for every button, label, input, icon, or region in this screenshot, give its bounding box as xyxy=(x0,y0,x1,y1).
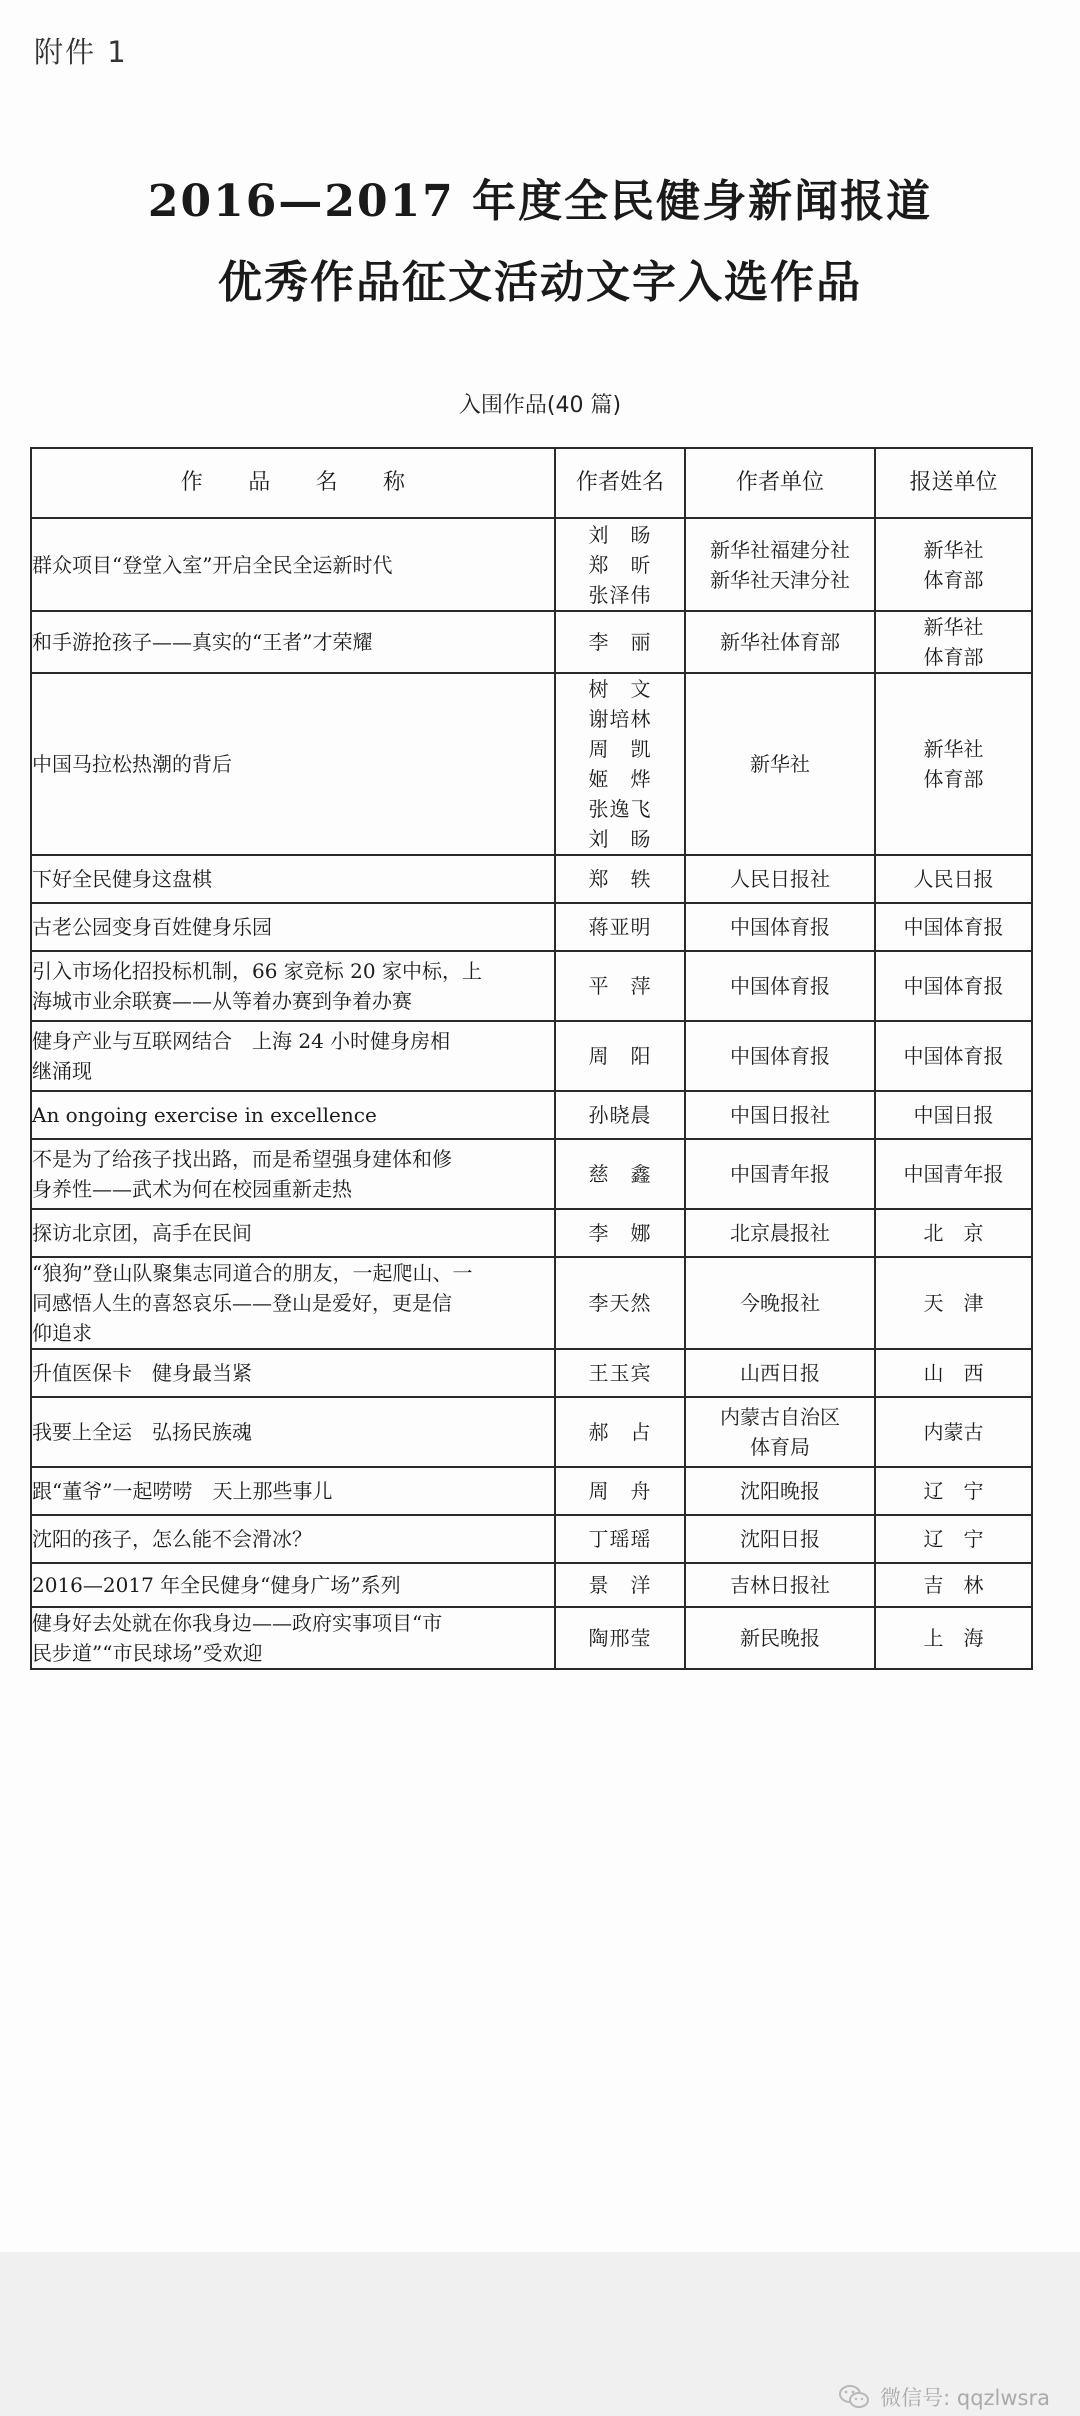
cell-title xyxy=(31,1607,555,1669)
cell-author-line: 景 洋 xyxy=(588,1573,652,1597)
cell-title xyxy=(31,1349,555,1397)
cell-author-line: 周 舟 xyxy=(588,1479,652,1503)
cell-unit xyxy=(685,1139,875,1209)
cell-title-line: 不是为了给孩子找出路，而是希望强身建体和修 xyxy=(32,1147,452,1171)
cell-author-line: 姬 烨 xyxy=(588,767,652,791)
cell-author-line: 刘 旸 xyxy=(588,522,652,547)
cell-author-line: 丁瑶瑶 xyxy=(588,1527,652,1551)
cell-submitter xyxy=(875,903,1032,951)
cell-author xyxy=(555,903,685,951)
cell-submitter-line: 中国体育报 xyxy=(903,974,1004,998)
cell-author-line: 谢培林 xyxy=(588,707,652,731)
cell-author xyxy=(555,611,685,673)
cell-title xyxy=(31,1139,555,1209)
cell-title-line: 探访北京团，高手在民间 xyxy=(32,1221,252,1245)
cell-unit-line: 沈阳日报 xyxy=(740,1527,820,1551)
cell-submitter-line: 北 京 xyxy=(923,1221,984,1245)
cell-author xyxy=(555,673,685,855)
cell-author-line: 李 丽 xyxy=(588,630,652,654)
cell-unit-line: 北京晨报社 xyxy=(730,1221,830,1245)
cell-submitter-line: 中国体育报 xyxy=(903,1044,1004,1068)
cell-submitter-line: 中国体育报 xyxy=(903,915,1004,939)
cell-submitter-line: 辽 宁 xyxy=(923,1527,984,1551)
cell-submitter-line: 天 津 xyxy=(923,1291,984,1315)
wechat-icon xyxy=(838,2384,870,2410)
table-row xyxy=(31,673,1032,855)
table-row xyxy=(31,1467,1032,1515)
cell-submitter-line: 体育部 xyxy=(923,567,984,592)
cell-title-line: 身养性——武术为何在校园重新走热 xyxy=(32,1177,352,1201)
table-row xyxy=(31,1349,1032,1397)
cell-submitter-line: 吉 林 xyxy=(923,1573,984,1597)
cell-unit-line: 人民日报社 xyxy=(730,867,830,891)
cell-submitter-line: 辽 宁 xyxy=(923,1479,984,1503)
table-subtitle: 入围作品(40 篇) xyxy=(458,393,622,418)
cell-title xyxy=(31,1467,555,1515)
cell-submitter-line: 内蒙古 xyxy=(923,1420,984,1444)
cell-title-line: 古老公园变身百姓健身乐园 xyxy=(32,915,272,939)
cell-title xyxy=(31,1257,555,1349)
cell-submitter-line: 新华社 xyxy=(923,615,984,639)
table-row xyxy=(31,1209,1032,1257)
cell-title-line: 我要上全运 弘扬民族魂 xyxy=(32,1420,252,1444)
cell-title-line: An ongoing exercise in excellence xyxy=(32,1103,377,1127)
cell-submitter xyxy=(875,673,1032,855)
cell-author-line: 平 萍 xyxy=(588,974,652,998)
cell-title-line: 引入市场化招投标机制，66 家竞标 20 家中标，上 xyxy=(32,959,482,983)
cell-author xyxy=(555,855,685,903)
table-row xyxy=(31,1515,1032,1563)
cell-unit xyxy=(685,611,875,673)
cell-author xyxy=(555,1397,685,1467)
cell-author-line: 刘 旸 xyxy=(588,827,652,851)
cell-submitter xyxy=(875,518,1032,611)
cell-unit xyxy=(685,518,875,611)
cell-title-line: 和手游抢孩子——真实的“王者”才荣耀 xyxy=(32,630,373,654)
cell-title xyxy=(31,903,555,951)
cell-unit-line: 中国青年报 xyxy=(730,1162,830,1186)
cell-title xyxy=(31,518,555,611)
table-row xyxy=(31,518,1032,611)
cell-title xyxy=(31,1209,555,1257)
cell-unit-line: 中国体育报 xyxy=(730,974,830,998)
cell-title xyxy=(31,1091,555,1139)
cell-unit-line: 新华社福建分社 xyxy=(710,537,850,562)
cell-author-line: 周 凯 xyxy=(588,737,652,761)
cell-title-line: 继涌现 xyxy=(32,1059,92,1083)
cell-unit-line: 内蒙古自治区 xyxy=(720,1405,840,1429)
cell-unit-line: 体育局 xyxy=(750,1435,810,1459)
cell-submitter-line: 山 西 xyxy=(923,1361,984,1385)
table-row xyxy=(31,1091,1032,1139)
document-title-line1: 2016—2017 年度全民健身新闻报道 xyxy=(147,176,933,227)
cell-submitter xyxy=(875,1467,1032,1515)
cell-title-line: 下好全民健身这盘棋 xyxy=(32,867,212,891)
table-row xyxy=(31,951,1032,1021)
cell-unit-line: 新华社天津分社 xyxy=(710,567,850,592)
table-row xyxy=(31,855,1032,903)
cell-author xyxy=(555,1563,685,1607)
cell-unit-line: 沈阳晚报 xyxy=(740,1479,820,1503)
cell-unit xyxy=(685,1091,875,1139)
cell-submitter xyxy=(875,1021,1032,1091)
cell-unit xyxy=(685,1257,875,1349)
cell-author xyxy=(555,1021,685,1091)
cell-unit xyxy=(685,1563,875,1607)
document-title-line2: 优秀作品征文活动文字入选作品 xyxy=(218,257,862,308)
cell-title-line: 群众项目“登堂入室”开启全民全运新时代 xyxy=(32,552,393,577)
cell-submitter xyxy=(875,1209,1032,1257)
cell-unit-line: 今晚报社 xyxy=(740,1291,820,1315)
cell-submitter-line: 体育部 xyxy=(923,767,984,791)
table-row xyxy=(31,903,1032,951)
cell-submitter xyxy=(875,1257,1032,1349)
cell-title-line: 健身产业与互联网结合 上海 24 小时健身房相 xyxy=(32,1029,451,1053)
cell-title xyxy=(31,611,555,673)
header-submitter: 报送单位 xyxy=(875,448,1032,518)
cell-submitter xyxy=(875,951,1032,1021)
header-author: 作者姓名 xyxy=(555,448,685,518)
cell-unit xyxy=(685,951,875,1021)
cell-unit-line: 新华社 xyxy=(750,752,810,776)
cell-title-line: 民步道”“市民球场”受欢迎 xyxy=(32,1641,263,1665)
cell-unit-line: 中国体育报 xyxy=(730,1044,830,1068)
cell-submitter xyxy=(875,1563,1032,1607)
cell-unit-line: 中国日报社 xyxy=(730,1103,830,1127)
cell-submitter-line: 体育部 xyxy=(923,645,984,669)
table-row xyxy=(31,611,1032,673)
cell-title-line: 仰追求 xyxy=(32,1321,92,1345)
cell-submitter-line: 中国日报 xyxy=(913,1103,994,1127)
cell-submitter xyxy=(875,1091,1032,1139)
cell-author xyxy=(555,1467,685,1515)
table-row xyxy=(31,1563,1032,1607)
cell-submitter-line: 人民日报 xyxy=(913,867,994,891)
cell-title xyxy=(31,1397,555,1467)
table-row xyxy=(31,1607,1032,1669)
cell-title xyxy=(31,951,555,1021)
table-row xyxy=(31,1257,1032,1349)
cell-author-line: 郝 占 xyxy=(588,1420,652,1444)
cell-submitter-line: 中国青年报 xyxy=(903,1162,1004,1186)
cell-author-line: 陶邢莹 xyxy=(588,1626,652,1650)
cell-author xyxy=(555,1515,685,1563)
cell-author-line: 蒋亚明 xyxy=(588,915,652,939)
cell-title-line: 中国马拉松热潮的背后 xyxy=(32,752,232,776)
cell-unit xyxy=(685,1515,875,1563)
cell-author-line: 周 阳 xyxy=(588,1044,652,1068)
cell-submitter xyxy=(875,1349,1032,1397)
cell-author-line: 李 娜 xyxy=(588,1221,652,1245)
cell-title-line: 跟“董爷”一起唠唠 天上那些事儿 xyxy=(32,1479,333,1503)
cell-unit xyxy=(685,1209,875,1257)
table-row xyxy=(31,1397,1032,1467)
cell-unit xyxy=(685,1607,875,1669)
table-row xyxy=(31,1139,1032,1209)
cell-unit-line: 新华社体育部 xyxy=(720,630,840,654)
cell-title-line: 2016—2017 年全民健身“健身广场”系列 xyxy=(32,1573,401,1597)
table-row xyxy=(31,1021,1032,1091)
cell-author xyxy=(555,1091,685,1139)
watermark xyxy=(838,2382,1050,2412)
cell-submitter-line: 上 海 xyxy=(923,1626,984,1650)
cell-submitter xyxy=(875,1139,1032,1209)
cell-title xyxy=(31,1515,555,1563)
cell-submitter xyxy=(875,1515,1032,1563)
cell-submitter-line: 新华社 xyxy=(923,537,984,562)
watermark-text: 微信号: qqzlwsra xyxy=(880,2386,1050,2410)
cell-unit xyxy=(685,1021,875,1091)
cell-unit-line: 吉林日报社 xyxy=(730,1573,830,1597)
cell-author-line: 李天然 xyxy=(588,1291,652,1315)
cell-author-line: 孙晓晨 xyxy=(588,1103,652,1127)
cell-submitter xyxy=(875,1397,1032,1467)
cell-unit-line: 中国体育报 xyxy=(730,915,830,939)
cell-author-line: 张泽伟 xyxy=(588,582,652,607)
works-table xyxy=(30,447,1033,1670)
cell-author-line: 张逸飞 xyxy=(588,797,652,821)
cell-author xyxy=(555,951,685,1021)
cell-submitter xyxy=(875,855,1032,903)
cell-unit xyxy=(685,1349,875,1397)
cell-author-line: 慈 鑫 xyxy=(588,1162,652,1186)
cell-author xyxy=(555,1607,685,1669)
header-unit: 作者单位 xyxy=(685,448,875,518)
cell-submitter-line: 新华社 xyxy=(923,737,984,761)
cell-author-line: 王玉宾 xyxy=(588,1361,652,1385)
cell-submitter xyxy=(875,1607,1032,1669)
cell-title xyxy=(31,673,555,855)
cell-title xyxy=(31,855,555,903)
cell-title-line: 同感悟人生的喜怒哀乐——登山是爱好，更是信 xyxy=(32,1291,452,1315)
cell-title-line: 沈阳的孩子，怎么能不会滑冰？ xyxy=(32,1527,312,1551)
cell-title xyxy=(31,1563,555,1607)
header-title: 作 品 名 称 xyxy=(31,448,555,518)
cell-submitter xyxy=(875,611,1032,673)
cell-author-line: 郑 昕 xyxy=(588,552,652,577)
cell-unit xyxy=(685,903,875,951)
cell-author xyxy=(555,1139,685,1209)
cell-title-line: “狼狗”登山队聚集志同道合的朋友，一起爬山、一 xyxy=(32,1261,473,1285)
cell-unit xyxy=(685,673,875,855)
cell-unit-line: 新民晚报 xyxy=(740,1626,820,1650)
table-header-row xyxy=(31,448,1032,518)
attachment-label: 附件 1 xyxy=(34,35,128,69)
cell-title xyxy=(31,1021,555,1091)
cell-title-line: 健身好去处就在你我身边——政府实事项目“市 xyxy=(32,1611,443,1635)
cell-author-line: 郑 轶 xyxy=(588,867,652,891)
cell-author xyxy=(555,1257,685,1349)
cell-title-line: 海城市业余联赛——从等着办赛到争着办赛 xyxy=(32,989,412,1013)
cell-author xyxy=(555,518,685,611)
cell-unit xyxy=(685,1467,875,1515)
cell-title-line: 升值医保卡 健身最当紧 xyxy=(32,1361,252,1385)
cell-author xyxy=(555,1209,685,1257)
cell-unit xyxy=(685,1397,875,1467)
cell-author xyxy=(555,1349,685,1397)
cell-unit xyxy=(685,855,875,903)
cell-author-line: 树 文 xyxy=(588,677,652,701)
cell-unit-line: 山西日报 xyxy=(740,1361,820,1385)
